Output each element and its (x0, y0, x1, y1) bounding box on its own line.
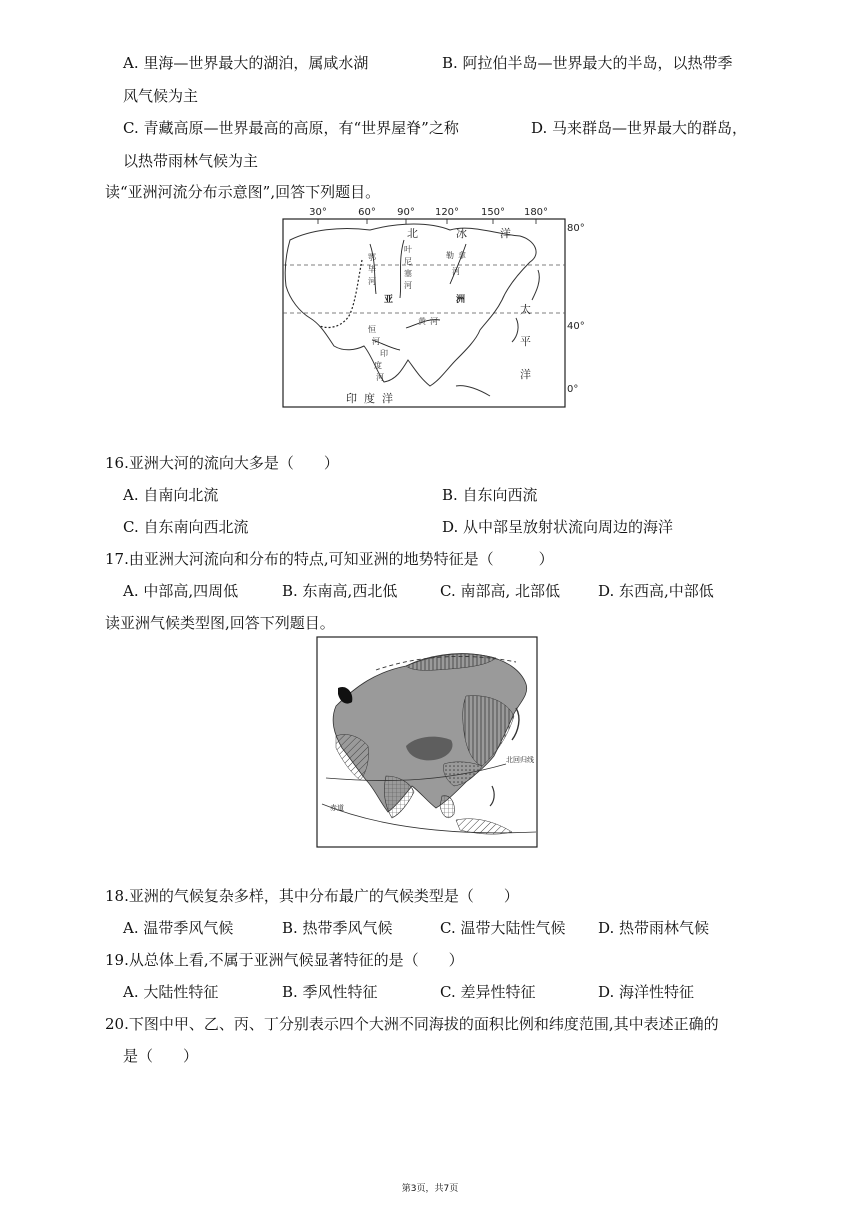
river-label: 拿 (458, 251, 466, 260)
river-label: 黄 (418, 317, 426, 326)
asia-climate-map (316, 636, 538, 848)
q16-option-c: C. 自东南向西北流 (123, 518, 249, 536)
river-label: 恒 (368, 325, 376, 334)
lon-label: 120° (434, 207, 460, 218)
continent-label: 亚 (384, 295, 394, 305)
q19-option-c: C. 差异性特征 (440, 983, 536, 1001)
river-label: 印 (380, 349, 388, 358)
ocean-label: 北 (407, 227, 418, 240)
q19-stem: 19.从总体上看,不属于亚洲气候显著特征的是（ ） (105, 951, 464, 969)
q18-stem: 18.亚洲的气候复杂多样，其中分布最广的气候类型是（ ） (105, 887, 519, 905)
lon-label: 180° (523, 207, 549, 218)
q15-option-a: A. 里海—世界最大的湖泊，属咸水湖 (123, 54, 369, 72)
ocean-label: 平 (520, 335, 531, 348)
river-label: 塞 (404, 269, 412, 278)
ocean-label: 度 (364, 392, 375, 405)
ocean-label: 太 (520, 303, 531, 316)
q15-option-d: D. 马来群岛—世界最大的群岛， (531, 119, 748, 137)
q15-option-c: C. 青藏高原—世界最高的高原，有“世界屋脊”之称 (123, 119, 459, 137)
ocean-label: 冰 (456, 227, 467, 240)
q19-option-b: B. 季风性特征 (282, 983, 378, 1001)
ocean-label: 洋 (382, 392, 393, 405)
lat-label: 80° (567, 223, 585, 234)
intro-climate: 读亚洲气候类型图,回答下列题目。 (105, 614, 335, 632)
q15-option-d-cont: 以热带雨林气候为主 (123, 152, 259, 170)
q19-option-d: D. 海洋性特征 (598, 983, 695, 1001)
q18-option-b: B. 热带季风气候 (282, 919, 393, 937)
q17-option-c: C. 南部高, 北部低 (440, 582, 561, 600)
river-label: 河 (376, 373, 384, 382)
q16-stem: 16.亚洲大河的流向大多是（ ） (105, 454, 339, 472)
q19-option-a: A. 大陆性特征 (123, 983, 219, 1001)
ocean-label: 洋 (520, 368, 531, 381)
q16-option-b: B. 自东向西流 (442, 486, 538, 504)
q15-option-b: B. 阿拉伯半岛—世界最大的半岛，以热带季 (442, 54, 733, 72)
intro-rivers: 读“亚洲河流分布示意图”,回答下列题目。 (105, 183, 381, 201)
q16-option-d: D. 从中部呈放射状流向周边的海洋 (442, 518, 674, 536)
ocean-label: 印 (346, 392, 357, 405)
lon-label: 30° (309, 207, 327, 218)
lat-label: 40° (567, 321, 585, 332)
q18-option-a: A. 温带季风气候 (123, 919, 234, 937)
tropic-label: 北回归线 (506, 756, 534, 764)
lat-label: 0° (567, 384, 579, 395)
q20-stem-cont: 是（ ） (123, 1047, 199, 1065)
continent-label: 洲 (456, 295, 466, 305)
river-label: 河 (452, 267, 460, 276)
river-label: 度 (374, 361, 382, 370)
q15-option-b-cont: 风气候为主 (123, 87, 199, 105)
lon-label: 150° (480, 207, 506, 218)
q17-option-b: B. 东南高,西北低 (282, 582, 398, 600)
river-label: 河 (404, 281, 412, 290)
river-label: 鄂 (368, 253, 376, 262)
river-label: 尼 (404, 257, 412, 266)
river-label: 勒 (446, 251, 454, 260)
lon-label: 60° (358, 207, 376, 218)
asia-river-map (280, 200, 590, 412)
page-footer: 第3页，共7页 (401, 1184, 459, 1194)
q18-option-d: D. 热带雨林气候 (598, 919, 710, 937)
river-label: 河 (372, 337, 380, 346)
river-label: 叶 (404, 245, 412, 254)
q17-stem: 17.由亚洲大河流向和分布的特点,可知亚洲的地势特征是（ ） (105, 550, 554, 568)
river-label: 河 (368, 277, 376, 286)
q17-option-a: A. 中部高,四周低 (123, 582, 239, 600)
q20-stem: 20.下图中甲、乙、丙、丁分别表示四个大洲不同海拔的面积比例和纬度范围,其中表述正确的 (105, 1015, 719, 1033)
q18-option-c: C. 温带大陆性气候 (440, 919, 566, 937)
q17-option-d: D. 东西高,中部低 (598, 582, 714, 600)
river-label: 毕 (368, 265, 376, 274)
river-label: 河 (430, 317, 438, 326)
ocean-label: 洋 (500, 227, 511, 240)
q16-option-a: A. 自南向北流 (123, 486, 219, 504)
equator-label: 赤道 (330, 804, 344, 812)
lon-label: 90° (397, 207, 415, 218)
